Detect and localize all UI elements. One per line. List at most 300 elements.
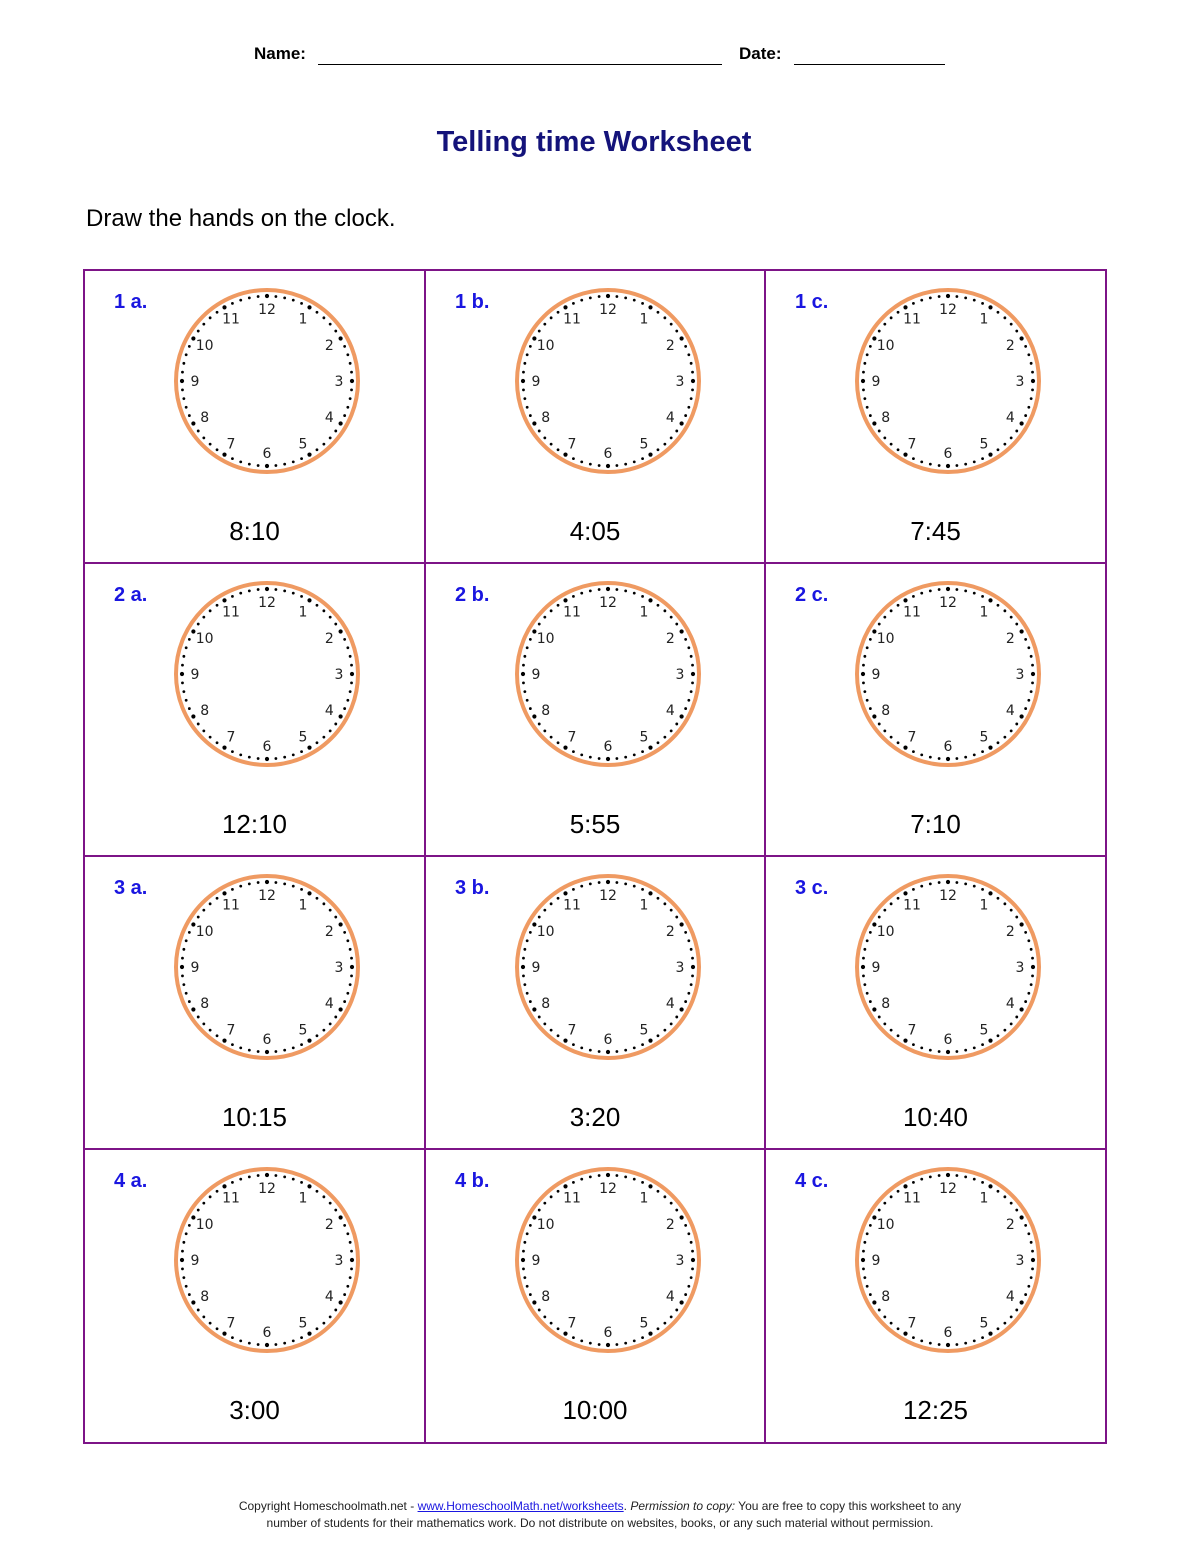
minute-dot — [981, 1181, 984, 1184]
minute-dot — [322, 902, 325, 905]
clock-numeral: 7 — [907, 1315, 917, 1332]
minute-dot — [863, 397, 866, 400]
clock-numeral: 2 — [1005, 924, 1015, 940]
minute-dot — [657, 604, 660, 607]
minute-dot — [1031, 371, 1034, 374]
minute-dot — [964, 1342, 967, 1345]
minute-dot — [1030, 983, 1033, 986]
minute-dot — [222, 305, 226, 309]
minute-dot — [274, 881, 277, 884]
minute-dot — [239, 1178, 242, 1181]
clock-numeral: 5 — [298, 1315, 308, 1332]
minute-dot — [897, 741, 900, 744]
clock-face-icon[interactable] — [172, 286, 362, 476]
minute-dot — [946, 1173, 950, 1177]
clock-numeral: 3 — [334, 1253, 344, 1269]
minute-dot — [690, 983, 693, 986]
problem-label: 2 c. — [795, 584, 829, 606]
minute-dot — [307, 891, 311, 895]
minute-dot — [690, 1276, 693, 1279]
minute-dot — [920, 460, 923, 463]
minute-dot — [231, 457, 234, 460]
minute-dot — [1003, 609, 1006, 612]
minute-dot — [316, 897, 319, 900]
minute-dot — [216, 448, 219, 451]
minute-dot — [869, 1000, 872, 1003]
problem-cell[interactable] — [766, 564, 1105, 857]
minute-dot — [641, 302, 644, 305]
minute-dot — [1030, 948, 1033, 951]
minute-dot — [903, 1039, 907, 1043]
minute-dot — [1027, 406, 1030, 409]
minute-dot — [869, 345, 872, 348]
minute-dot — [897, 311, 900, 314]
minute-dot — [1027, 353, 1030, 356]
minute-dot — [202, 1022, 205, 1025]
clock-numeral: 6 — [262, 1032, 272, 1048]
minute-dot — [580, 460, 583, 463]
minute-dot — [872, 1300, 876, 1304]
minute-dot — [657, 1327, 660, 1330]
name-line[interactable] — [318, 64, 722, 65]
minute-dot — [557, 311, 560, 314]
minute-dot — [691, 974, 694, 977]
minute-dot — [929, 882, 932, 885]
minute-dot — [1027, 646, 1030, 649]
minute-dot — [589, 1342, 592, 1345]
minute-dot — [606, 880, 610, 884]
minute-dot — [687, 646, 690, 649]
clock-face-icon[interactable] — [853, 872, 1043, 1062]
minute-dot — [185, 406, 188, 409]
minute-dot — [641, 1043, 644, 1046]
minute-dot — [981, 888, 984, 891]
minute-dot — [1020, 629, 1024, 633]
minute-dot — [903, 598, 907, 602]
minute-dot — [883, 1202, 886, 1205]
minute-dot — [946, 587, 950, 591]
minute-dot — [897, 897, 900, 900]
minute-dot — [1020, 336, 1024, 340]
minute-dot — [862, 957, 865, 960]
minute-dot — [343, 345, 346, 348]
minute-dot — [350, 1267, 353, 1270]
minute-dot — [180, 1258, 184, 1262]
minute-dot — [1010, 1315, 1013, 1318]
minute-dot — [532, 714, 536, 718]
minute-dot — [633, 1046, 636, 1049]
minute-dot — [1024, 1000, 1027, 1003]
clock-numeral: 6 — [603, 1325, 613, 1341]
minute-dot — [248, 1342, 251, 1345]
minute-dot — [657, 311, 660, 314]
target-time: 12:25 — [902, 1395, 969, 1425]
minute-dot — [307, 1332, 311, 1336]
clock-numeral: 2 — [665, 924, 675, 940]
minute-dot — [690, 362, 693, 365]
minute-dot — [863, 983, 866, 986]
minute-dot — [523, 1241, 526, 1244]
clock-face-icon[interactable] — [172, 579, 362, 769]
minute-dot — [521, 965, 525, 969]
minute-dot — [334, 916, 337, 919]
minute-dot — [869, 707, 872, 710]
minute-dot — [1031, 681, 1034, 684]
clock-numeral: 12 — [599, 595, 617, 611]
minute-dot — [292, 1046, 295, 1049]
clock-numeral: 8 — [541, 703, 551, 719]
minute-dot — [866, 406, 869, 409]
minute-dot — [522, 1250, 525, 1253]
minute-dot — [1031, 379, 1035, 383]
minute-dot — [964, 1175, 967, 1178]
minute-dot — [222, 746, 226, 750]
minute-dot — [1015, 1209, 1018, 1212]
minute-dot — [641, 1181, 644, 1184]
minute-dot — [529, 1224, 532, 1227]
date-line[interactable] — [794, 64, 945, 65]
minute-dot — [526, 939, 529, 942]
clock-numeral: 2 — [324, 1217, 334, 1233]
minute-dot — [197, 330, 200, 333]
minute-dot — [687, 699, 690, 702]
minute-dot — [572, 888, 575, 891]
clock-face-icon[interactable] — [853, 579, 1043, 769]
problem-cell[interactable] — [85, 857, 426, 1150]
minute-dot — [920, 753, 923, 756]
minute-dot — [589, 463, 592, 466]
minute-dot — [657, 1190, 660, 1193]
clock-numeral: 1 — [639, 604, 649, 621]
clock-numeral: 8 — [200, 996, 210, 1012]
clock-numeral: 10 — [876, 631, 895, 647]
target-time: 3:20 — [569, 1102, 621, 1132]
minute-dot — [912, 1043, 915, 1046]
minute-dot — [890, 1029, 893, 1032]
minute-dot — [929, 1342, 932, 1345]
minute-dot — [973, 753, 976, 756]
minute-dot — [1015, 330, 1018, 333]
minute-dot — [181, 1267, 184, 1270]
minute-dot — [239, 460, 242, 463]
minute-dot — [550, 316, 553, 319]
minute-dot — [197, 623, 200, 626]
clock-numeral: 7 — [226, 729, 236, 746]
minute-dot — [350, 388, 353, 391]
minute-dot — [522, 371, 525, 374]
minute-dot — [523, 362, 526, 365]
minute-dot — [580, 1046, 583, 1049]
clock-numeral: 2 — [1005, 631, 1015, 647]
minute-dot — [532, 421, 536, 425]
minute-dot — [202, 1315, 205, 1318]
minute-dot — [197, 430, 200, 433]
minute-dot — [231, 1043, 234, 1046]
minute-dot — [863, 1276, 866, 1279]
minute-dot — [343, 707, 346, 710]
problem-cell[interactable] — [426, 1150, 766, 1442]
minute-dot — [307, 305, 311, 309]
problem-cell[interactable] — [85, 564, 426, 857]
name-label: Name: — [254, 44, 306, 63]
clock-numeral: 6 — [603, 446, 613, 462]
minute-dot — [912, 457, 915, 460]
minute-dot — [973, 1178, 976, 1181]
minute-dot — [883, 436, 886, 439]
minute-dot — [329, 323, 332, 326]
minute-dot — [343, 638, 346, 641]
minute-dot — [680, 336, 684, 340]
minute-dot — [938, 588, 941, 591]
minute-dot — [339, 421, 343, 425]
minute-dot — [343, 1293, 346, 1296]
clock-numeral: 5 — [639, 1315, 649, 1332]
minute-dot — [955, 588, 958, 591]
minute-dot — [209, 316, 212, 319]
minute-dot — [903, 305, 907, 309]
minute-dot — [307, 1184, 311, 1188]
minute-dot — [863, 655, 866, 658]
clock-face-icon[interactable] — [513, 579, 703, 769]
problem-cell[interactable] — [766, 1150, 1105, 1442]
minute-dot — [988, 1184, 992, 1188]
minute-dot — [274, 464, 277, 467]
problem-cell[interactable] — [426, 271, 766, 564]
clock-numeral: 10 — [195, 924, 214, 940]
minute-dot — [920, 299, 923, 302]
minute-dot — [316, 311, 319, 314]
minute-dot — [890, 443, 893, 446]
minute-dot — [648, 1332, 652, 1336]
minute-dot — [181, 681, 184, 684]
minute-dot — [557, 448, 560, 451]
minute-dot — [182, 655, 185, 658]
minute-dot — [589, 1175, 592, 1178]
minute-dot — [641, 1336, 644, 1339]
minute-dot — [572, 1181, 575, 1184]
minute-dot — [231, 750, 234, 753]
clock-face-icon[interactable] — [172, 872, 362, 1062]
clock-face-icon[interactable] — [172, 1165, 362, 1355]
clock-numeral: 4 — [1005, 1289, 1015, 1305]
minute-dot — [222, 1184, 226, 1188]
copyright-text: Copyright Homeschoolmath.net - — [238, 1499, 418, 1513]
minute-dot — [691, 672, 695, 676]
minute-dot — [349, 948, 352, 951]
minute-dot — [580, 1178, 583, 1181]
minute-dot — [598, 881, 601, 884]
minute-dot — [322, 1322, 325, 1325]
header-row — [0, 44, 1200, 68]
minute-dot — [598, 1050, 601, 1053]
minute-dot — [684, 1000, 687, 1003]
minute-dot — [329, 616, 332, 619]
minute-dot — [522, 681, 525, 684]
minute-dot — [339, 1215, 343, 1219]
minute-dot — [624, 882, 627, 885]
minute-dot — [339, 1300, 343, 1304]
minute-dot — [580, 592, 583, 595]
minute-dot — [538, 723, 541, 726]
minute-dot — [563, 1184, 567, 1188]
minute-dot — [1024, 707, 1027, 710]
minute-dot — [912, 1336, 915, 1339]
minute-dot — [322, 316, 325, 319]
minute-dot — [349, 655, 352, 658]
clock-numeral: 7 — [907, 1022, 917, 1039]
minute-dot — [1015, 623, 1018, 626]
minute-dot — [997, 311, 1000, 314]
minute-dot — [878, 1016, 881, 1019]
clock-numeral: 7 — [567, 729, 577, 746]
minute-dot — [1003, 736, 1006, 739]
minute-dot — [624, 1049, 627, 1052]
minute-dot — [670, 436, 673, 439]
clock-numeral: 10 — [876, 338, 895, 354]
minute-dot — [657, 897, 660, 900]
minute-dot — [239, 1046, 242, 1049]
problem-label: 2 a. — [114, 584, 148, 606]
minute-dot — [181, 957, 184, 960]
problem-cell[interactable] — [766, 271, 1105, 564]
minute-dot — [670, 1202, 673, 1205]
minute-dot — [349, 397, 352, 400]
clock-face-icon[interactable] — [513, 286, 703, 476]
minute-dot — [615, 1050, 618, 1053]
minute-dot — [329, 436, 332, 439]
minute-dot — [861, 1258, 865, 1262]
minute-dot — [691, 664, 694, 667]
clock-numeral: 8 — [881, 703, 891, 719]
minute-dot — [307, 453, 311, 457]
minute-dot — [1031, 672, 1035, 676]
minute-dot — [878, 916, 881, 919]
minute-dot — [988, 305, 992, 309]
minute-dot — [863, 1241, 866, 1244]
problem-cell[interactable] — [426, 857, 766, 1150]
clock-numeral: 3 — [675, 960, 685, 976]
clock-numeral: 4 — [1005, 996, 1015, 1012]
minute-dot — [265, 464, 269, 468]
clock-numeral: 1 — [639, 311, 649, 328]
minute-dot — [862, 974, 865, 977]
clock-numeral: 11 — [222, 311, 240, 328]
minute-dot — [529, 707, 532, 710]
worksheets-link[interactable]: www.HomeschoolMath.net/worksheets — [417, 1499, 624, 1513]
minute-dot — [202, 729, 205, 732]
minute-dot — [912, 750, 915, 753]
minute-dot — [209, 1322, 212, 1325]
minute-dot — [862, 1250, 865, 1253]
minute-dot — [334, 430, 337, 433]
minute-dot — [670, 323, 673, 326]
minute-dot — [274, 1174, 277, 1177]
minute-dot — [615, 464, 618, 467]
minute-dot — [981, 595, 984, 598]
problem-cell[interactable] — [85, 271, 426, 564]
minute-dot — [1031, 664, 1034, 667]
minute-dot — [633, 460, 636, 463]
problem-cell[interactable] — [85, 1150, 426, 1442]
minute-dot — [349, 362, 352, 365]
minute-dot — [257, 464, 260, 467]
minute-dot — [680, 714, 684, 718]
clock-face-icon[interactable] — [513, 1165, 703, 1355]
minute-dot — [690, 948, 693, 951]
minute-dot — [687, 992, 690, 995]
minute-dot — [883, 616, 886, 619]
minute-dot — [598, 1174, 601, 1177]
minute-dot — [1010, 323, 1013, 326]
minute-dot — [648, 746, 652, 750]
minute-dot — [550, 443, 553, 446]
minute-dot — [1015, 916, 1018, 919]
minute-dot — [663, 443, 666, 446]
problem-cell[interactable] — [426, 564, 766, 857]
minute-dot — [239, 885, 242, 888]
minute-dot — [191, 421, 195, 425]
minute-dot — [550, 1029, 553, 1032]
minute-dot — [1031, 965, 1035, 969]
problem-cell[interactable] — [766, 857, 1105, 1150]
minute-dot — [322, 609, 325, 612]
minute-dot — [589, 756, 592, 759]
target-time: 10:15 — [221, 1102, 288, 1132]
clock-face-icon[interactable] — [513, 872, 703, 1062]
minute-dot — [1024, 1293, 1027, 1296]
minute-dot — [339, 336, 343, 340]
minute-dot — [346, 992, 349, 995]
minute-dot — [663, 1195, 666, 1198]
minute-dot — [648, 305, 652, 309]
clock-numeral: 1 — [979, 311, 989, 328]
clock-numeral: 10 — [195, 338, 214, 354]
minute-dot — [680, 629, 684, 633]
minute-dot — [283, 463, 286, 466]
minute-dot — [964, 1049, 967, 1052]
clock-face-icon[interactable] — [853, 1165, 1043, 1355]
minute-dot — [890, 902, 893, 905]
minute-dot — [248, 463, 251, 466]
minute-dot — [580, 753, 583, 756]
minute-dot — [322, 443, 325, 446]
minute-dot — [997, 604, 1000, 607]
minute-dot — [684, 1224, 687, 1227]
clock-numeral: 11 — [222, 897, 240, 914]
minute-dot — [690, 397, 693, 400]
minute-dot — [946, 757, 950, 761]
minute-dot — [292, 460, 295, 463]
minute-dot — [265, 587, 269, 591]
minute-dot — [606, 1343, 610, 1347]
minute-dot — [572, 1336, 575, 1339]
minute-dot — [1031, 1250, 1034, 1253]
minute-dot — [912, 1181, 915, 1184]
minute-dot — [182, 690, 185, 693]
minute-dot — [862, 1267, 865, 1270]
minute-dot — [1024, 345, 1027, 348]
minute-dot — [292, 299, 295, 302]
minute-dot — [191, 1007, 195, 1011]
minute-dot — [920, 885, 923, 888]
minute-dot — [257, 588, 260, 591]
minute-dot — [598, 464, 601, 467]
minute-dot — [580, 299, 583, 302]
clock-face-icon[interactable] — [853, 286, 1043, 476]
minute-dot — [1015, 1309, 1018, 1312]
minute-dot — [307, 598, 311, 602]
minute-dot — [292, 753, 295, 756]
